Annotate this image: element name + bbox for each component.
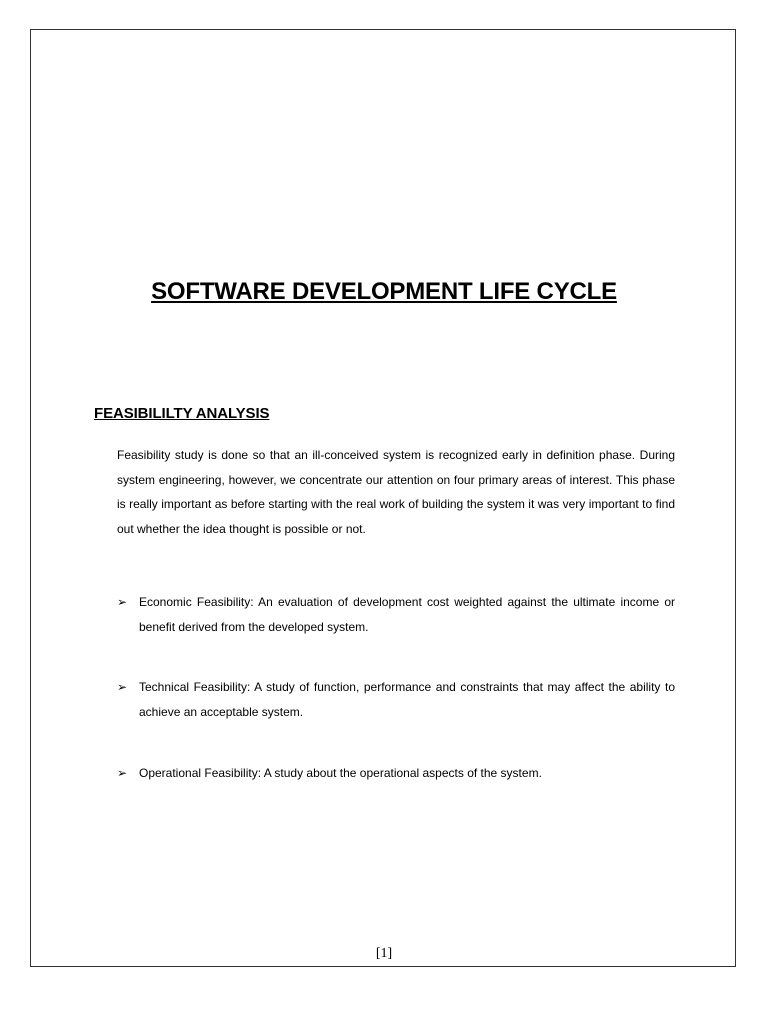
bullet-technical-feasibility: [117, 675, 675, 724]
intro-paragraph: Feasibility study is done so that an ill-conceived system is recognized early in definition phase. During system engineering, however, we concentrate our attention on four primary areas of interest. This phase is really important as before starting with the real work of building the system it was very important to find out whether the idea thought is possible or not.: [117, 448, 675, 536]
page-number: [1]: [375, 946, 393, 961]
arrow-bullet-icon: ➢: [117, 680, 128, 694]
bullet-operational-feasibility: [117, 761, 675, 786]
arrow-bullet-icon: ➢: [117, 595, 128, 609]
bullet-text: Operational Feasibility: A study about the operational aspects of the system.: [139, 766, 542, 780]
arrow-bullet-icon: ➢: [117, 766, 128, 780]
bullet-economic-feasibility: [117, 590, 675, 639]
bullet-text: Technical Feasibility: A study of function, performance and constraints that may affect the ability to achieve an acceptable system.: [139, 680, 675, 719]
page-title: SOFTWARE DEVELOPMENT LIFE CYCLE: [151, 278, 617, 305]
bullet-text: Economic Feasibility: An evaluation of development cost weighted against the ultimate income or benefit derived from the developed system.: [139, 595, 675, 634]
section-heading: FEASIBILILTY ANALYSIS: [94, 405, 270, 422]
